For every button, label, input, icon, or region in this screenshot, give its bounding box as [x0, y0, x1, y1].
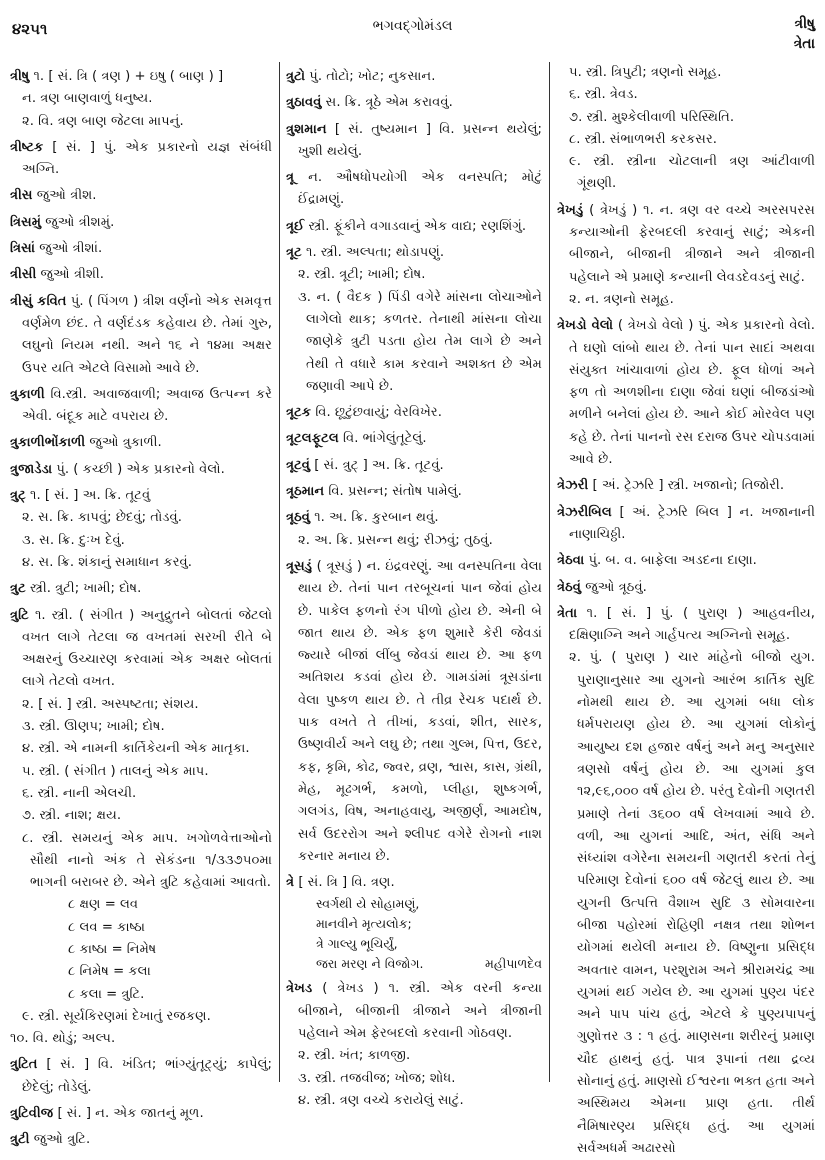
dictionary-entry: [557, 550, 815, 572]
headword: ત્રૂઈ: [286, 218, 305, 234]
dictionary-entry: [557, 502, 815, 547]
headword: ત્રૂટ: [286, 245, 302, 261]
time-unit-row: ૮ કલા = ત્રુટિ.: [68, 986, 145, 1002]
time-unit-row: ૮ ક્ષણ = લવ: [68, 897, 139, 913]
dictionary-entry: [10, 485, 272, 507]
dictionary-entry: [10, 66, 272, 88]
headword: ત્રુટો: [286, 69, 306, 84]
sub-sense: ૨. [ સં. ] સ્ત્રી. અસ્પષ્ટતા; સંશય.: [22, 696, 199, 712]
headword: ત્રેઠવું: [557, 579, 582, 595]
definition: જુઓ ત્રીશી.: [40, 267, 105, 283]
column-divider: [549, 62, 550, 1082]
dictionary-entry: [10, 264, 272, 286]
definition: [ સં. ત્રિ ] વિ. ત્રણ.: [298, 875, 395, 891]
sub-sense: ૯. સ્ત્રી. સ્ત્રીના ચોટલાની ત્રણ આંટીવાળી ગૂંથણી.: [569, 154, 815, 192]
headword: ત્રૂટલફૂટલ: [286, 431, 339, 447]
sub-sense: ૨. ન. ત્રણનો સમૂહ.: [569, 291, 674, 307]
sub-sense: ૪. સ્ત્રી. એ નામની કાર્તિકેયની એક માતૃકા.: [22, 741, 250, 757]
definition: ૧. [ સં. ] પું. ( પુરાણ ) આહવનીય, દક્ષિણાગ્નિ અને ગાર્હપત્ય અગ્નિનો સમૂહ.: [569, 605, 815, 644]
headword: ત્રુટિ: [10, 607, 29, 623]
definition: [ સં. ] ન. એક જાતનું મૂળ.: [57, 1106, 204, 1122]
guide-words: [794, 14, 815, 54]
definition: વિ. છૂટુંછવાયું; વેરવિખેર.: [315, 405, 442, 421]
sub-sense: ૫. સ્ત્રી. ત્રિપુટી; ત્રણનો સમૂહ.: [569, 65, 722, 80]
column-1: [10, 62, 272, 1152]
headword: ત્રેખડ: [286, 981, 313, 997]
definition: ( ત્રેખડ ) ૧. સ્ત્રી. એક વરની કન્યા બીજાને, બીજાની ત્રીજાને અને ત્રીજાની પહેલાને એમ ફેરબદલો કરવાની ગોઠવણ.: [298, 981, 542, 1041]
definition: પું. તોટો; ખોટ; નુકસાન.: [309, 69, 436, 84]
time-unit-row: ૮ નિમેષ = કલા: [68, 964, 151, 980]
headword: ત્રીસ: [10, 188, 33, 204]
definition: [ સં. ] વિ. ખંડિત; ભાંગ્યુંતૂટ્યું; કાપેલું; છેદેલું; તોડેલું.: [22, 1057, 272, 1095]
headword: ત્રીસું કવિત: [10, 293, 67, 309]
dictionary-entry: [286, 402, 542, 424]
sub-sense: ૨. વિ. ત્રણ બાણ જેટલા માપનું.: [22, 113, 184, 129]
dictionary-entry: [286, 556, 542, 868]
sub-sense: ન. ત્રણ બાણવાળું ધનુષ્ય.: [22, 91, 153, 107]
dictionary-entry: [286, 428, 542, 450]
dictionary-entry: [286, 242, 542, 264]
headword: ત્રૂઠમાન: [286, 484, 325, 500]
definition: જુઓ ત્રૂઠવું.: [585, 579, 647, 595]
column-divider: [279, 62, 280, 1082]
dictionary-entry: [10, 212, 272, 234]
definition: જુઓ ત્રુકાળી.: [89, 435, 162, 451]
dictionary-entry: [10, 1054, 272, 1099]
headword: ત્રે: [286, 875, 295, 891]
headword: ત્રેખડું: [557, 202, 584, 218]
definition: સ્ત્રી. ત્રુટી; ખામી; દોષ.: [30, 581, 142, 597]
definition: પું. ( કચ્છી ) એક પ્રકારનો વેલો.: [56, 461, 225, 477]
headword: ત્રીષુ: [10, 69, 30, 84]
column-2: [286, 62, 542, 1112]
definition: ન. ઔષધોપયોગી એક વનસ્પતિ; મોટું ઈંદ્રામણું.: [298, 170, 542, 208]
headword: ત્રેઝરી: [557, 478, 589, 494]
dictionary-entry: [286, 167, 542, 212]
sub-sense: ૮. સ્ત્રી. સંભાળભરી કરકસર.: [569, 131, 717, 147]
definition: વિ.સ્ત્રી. અવાજવાળી; અવાજ ઉત્પન્ન કરે એવી. બંદૂક માટે વપરાય છે.: [22, 386, 272, 425]
dictionary-entry: [10, 1129, 272, 1151]
definition: જુઓ ત્રુટિ.: [33, 1132, 91, 1148]
headword: ત્રૂટવું: [286, 457, 311, 473]
verse-line: સ્વર્ગથી યે સોહામણું,: [316, 896, 420, 912]
sub-sense: ૬. સ્ત્રી. નાની એલચી.: [22, 785, 137, 801]
dictionary-entry: [557, 315, 815, 471]
dictionary-entry: [557, 577, 815, 599]
dictionary-entry: [286, 872, 542, 894]
definition: જુઓ ત્રીશ.: [36, 188, 97, 204]
verse-line: ત્રે ગાલ્યુ ભૂચિર્યું,: [316, 936, 398, 952]
dictionary-entry: [557, 475, 815, 497]
time-unit-row: ૮ લવ = કાષ્ઠા: [68, 919, 145, 935]
dictionary-entry: [286, 481, 542, 503]
definition: ૧. [ સં. ત્રિ ( ત્રણ ) + ઇષુ ( બાણ ) ]: [33, 69, 224, 84]
headword: ત્રૂ: [286, 170, 295, 186]
sub-sense: ૪. સ્ત્રી. ત્રણ વચ્ચે કરાયેલું સાટું.: [298, 1092, 464, 1108]
dictionary-entry: [286, 216, 542, 238]
sub-sense: ૬. સ્ત્રી. ત્રેવડ.: [569, 87, 638, 103]
definition: વિ. ભાંગેલુંતૂટેલું.: [343, 431, 427, 447]
definition: ૧. અ. ક્રિ. કુરબાન થવું.: [314, 510, 439, 526]
dictionary-entry: [557, 603, 815, 648]
headword: ત્રુટિત: [10, 1057, 38, 1073]
sub-sense: ૨. સ્ત્રી. ત્રૂટી; ખામી; દોષ.: [298, 267, 426, 283]
headword: ત્રુકાળીભોંકાળી: [10, 435, 86, 451]
definition: ૧. સ્ત્રી. ( સંગીત ) અનુદ્રુતને બોલતાં જેટલો વખત લાગે તેટલા જ વખતમાં સરખી રીતે બે અક્ષરનું ઉચ્ચારણ કરવામાં એક અક્ષર બોલતાં લાગે તેટલો વખત.: [22, 607, 272, 690]
sub-sense: ૩. સ. ક્રિ. દુઃખ દેવું.: [22, 532, 125, 548]
definition: ૧. સ્ત્રી. અલ્પતા; થોડાપણું.: [306, 245, 445, 261]
definition: ( ત્રેખડો વેલો ) પું. એક પ્રકારનો વેલો. તે ઘણો લાંબો થાય છે. તેનાં પાન સાદાં અથવા સંયુક્ત ખાંચાવાળાં હોય છે. ફૂલ ધોળાં અને ફળ તો અળશીના દાણા જેવાં ઘણાં બીજડાંઓ મળીને બનેલાં હોય છે. આને કોઈ મોરવેલ પણ કહે છે. તેનાં પાનનો રસ દરાજ ઉપર ચોપડવામાં આવે છે.: [569, 318, 815, 468]
headword: ત્રુકાળી: [10, 386, 45, 402]
definition: ( ત્રેખડું ) ૧. ન. ત્રણ વર વચ્ચે અરસપરસ કન્યાઓની ફેરબદલી કરવાનું સાટું; એકની બીજાને, બીજાની ત્રીજાને અને ત્રીજાની પહેલાને એ પ્રમાણે કન્યાની લેવડદેવડનું સાટું.: [569, 202, 815, 285]
guide-word-last: ત્રેતા: [793, 36, 815, 52]
headword: ત્રુશમાન: [286, 121, 327, 137]
dictionary-entry: [557, 200, 815, 289]
definition: પું. ( પિંગળ ) ત્રીશ વર્ણનો એક સમવૃત્ત વર્ણમેળ છંદ. તે વર્ણદંડક કહેવાય છે. તેમાં ગુરુ, લઘુનો નિયમ નથી. અને ૧૬ ને ૧૪મા અક્ષર ઉપર યતિ એટલે વિસામો આવે છે.: [22, 293, 273, 376]
dictionary-entry: [286, 507, 542, 529]
dictionary-entry: [286, 92, 542, 114]
sub-sense: ૨. સ. ક્રિ. કાપવું; છેદવું; તોડવું.: [22, 510, 182, 526]
dictionary-entry: [10, 605, 272, 694]
headword: ત્રેતા: [557, 605, 578, 621]
sub-sense: ૧૦. વિ. થોડું; અલ્પ.: [10, 1031, 116, 1047]
sub-sense: ૨. સ્ત્રી. ખંત; કાળજી.: [298, 1048, 411, 1064]
definition: વિ. પ્રસન્ન; સંતોષ પામેલું.: [328, 484, 462, 500]
sub-sense: ૮. સ્ત્રી. સમયનું એક માપ. ખગોળવેત્તાઓનો સૌથી નાનો અંક તે સેકંડના ૧/૩૩૭૫૦મા ભાગની બરાબર છે. એને ત્રુટિ કહેવામાં આવતો.: [22, 830, 272, 891]
sub-sense: ૩. સ્ત્રી. તજવીજ; ખોજ; શોધ.: [298, 1070, 456, 1086]
headword: ત્રિસાં: [10, 241, 36, 257]
definition: [ સં. ત્રુટ્ ] અ. ક્રિ. તૂટવું.: [314, 457, 444, 473]
headword: ત્રેઝરીબિલ: [557, 504, 612, 520]
dictionary-entry: [10, 578, 272, 600]
page-number: ૪૨૫૧: [12, 20, 48, 38]
dictionary-entry: [10, 459, 272, 481]
book-title: ભગવદ્ગોમંડલ: [372, 18, 453, 34]
definition: [ અં. ટ્રેઝરિ બિલ ] ન. ખજાનાની નાણાચિઠ્ઠી.: [569, 504, 815, 542]
definition: જુઓ ત્રીશાં.: [39, 241, 103, 257]
definition: ૧. [ સં. ] અ. ક્રિ. તૂટવું: [30, 488, 151, 504]
dictionary-entry: [10, 291, 272, 380]
definition: [ સં. ] પું. એક પ્રકારનો યજ્ઞ સંબંધી અગ્નિ.: [22, 139, 273, 178]
definition: [ અં. ટ્રેઝરિ ] સ્ત્રી. ખજાનો; તિજોરી.: [592, 478, 785, 494]
headword: ત્રેઠવા: [557, 553, 585, 569]
sub-sense: ૯. સ્ત્રી. સૂર્યકિરણમાં દેખાતું રજકણ.: [22, 1008, 211, 1024]
dictionary-entry: [10, 432, 272, 454]
headword: ત્રેખડો વેલો: [557, 318, 614, 334]
headword: ત્રીસી: [10, 267, 37, 283]
dictionary-entry: [286, 119, 542, 164]
dictionary-entry: [10, 384, 272, 429]
dictionary-entry: [10, 1103, 272, 1125]
headword: ત્રુટ: [10, 581, 26, 597]
dictionary-entry: [286, 66, 542, 88]
sub-sense: ૫. સ્ત્રી. ( સંગીત ) તાલનું એક માપ.: [22, 763, 209, 779]
sub-sense: ૨. પું. ( પુરાણ ) ચાર માંહેનો બીજો યુગ. પુરાણાનુસાર આ યુગનો આરંભ કાર્તિક સુદિ નોમથી થાય છે. આ યુગમાં બધા લોક ધર્મપરાયણ હોય છે. આ યુગમાં લોકોનું આયુષ્ય દશ હજાર વર્ષનું અને મનુ અનુસાર ત્રણસો વર્ષનું હોય છે. આ યુગમાં કુલ ૧૨,૯૬,૦૦૦ વર્ષ હોય છે. પરંતુ દેવોની ગણતરી પ્રમાણે તેનાં ૩૬૦૦ વર્ષ લેખવામાં આવે છે. વળી, આ યુગનાં આદિ, અંત, સંધિ અને સંધ્યાંશ વગેરેના સમયની ગણતરી કરતાં તેનું પરિમાણ દેવોનાં ૬૦૦ વર્ષ જેટલું થાય છે. આ યુગની ઉત્પત્તિ વૈશાખ સુદિ ૩ સોમવારના બીજા પહોરમાં રોહિણી નક્ષત્ર તથા શોભન યોગમાં થયેલી મનાય છે. વિષ્ણુના પ્રસિદ્ધ અવતાર વામન, પરશુરામ અને શ્રીરામચંદ્ર આ યુગમાં થઈ ગયેલ છે. આ યુગમાં પુણ્ય પંદર અને પાપ પાંચ હતું, એટલે કે પુણ્યપાપનું ગુણોત્તર ૩ : ૧ હતું. માણસના શરીરનું પ્રમાણ ચૌદ હાથનું હતું. પાત્ર રૂપાનાં તથા દ્રવ્ય સોનાનું હતું. માણસો ઈશ્વરના ભક્ત હતા અને અસ્થિમય એમના પ્રાણ હતા. તીર્થ નૈમિષારણ્ય પ્રસિદ્ધ હતું. આ યુગમાં સર્વઅધર્મ અઢારસો: [569, 650, 815, 1156]
headword: ત્રુટિવીજ: [10, 1106, 54, 1122]
verse-line: જરા મરણ ને વિજોગ.: [316, 956, 424, 972]
headword: ત્રિસમું: [10, 214, 42, 230]
headword: ત્રુટ્: [10, 488, 26, 504]
verse-attribution: મહીપાળદેવ: [485, 956, 542, 972]
verse-line: માનવીને મૃત્યલોક;: [316, 916, 412, 932]
sub-sense: ૭. સ્ત્રી. મુશ્કેલીવાળી પરિસ્થિતિ.: [569, 109, 735, 125]
headword: ત્રૂસડું: [286, 558, 313, 574]
headword: ત્રૂટક: [286, 405, 312, 421]
sub-sense: ૭. સ્ત્રી. નાશ; ક્ષય.: [22, 808, 122, 824]
headword: ત્રીષ્ટક: [10, 139, 44, 155]
headword: ત્રુજાડેડા: [10, 461, 53, 477]
dictionary-entry: [10, 238, 272, 260]
definition: જુઓ ત્રીશમું.: [45, 214, 115, 230]
sub-sense: ૩. ન. ( વૈદક ) પિંડી વગેરે માંસના લોચાઓને લાગેલો થાક; કળતર. તેનાથી માંસના લોચા જાણેકે ત્રુટી પડતા હોય તેમ લાગે છે અને તેથી તે વધારે કામ કરવાને અશક્ત છે એમ જણાવી આપે છે.: [298, 289, 542, 394]
definition: પું. બ. વ. બાફેલા અડદના દાણા.: [588, 553, 757, 569]
definition: સ. ક્રિ. ત્રૂઠે એમ કરાવવું.: [325, 95, 453, 111]
dictionary-entry: [10, 185, 272, 207]
dictionary-entry: [10, 137, 272, 182]
sub-sense: ૨. અ. ક્રિ. પ્રસન્ન થવું; રીઝવું; તુઠવું.: [298, 532, 493, 548]
column-3: [557, 62, 815, 1160]
headword: ત્રુટી: [10, 1132, 30, 1148]
dictionary-entry: [286, 978, 542, 1045]
headword: ત્રૂઠવું: [286, 510, 311, 526]
time-unit-row: ૮ કાષ્ઠા = નિમેષ: [68, 941, 157, 957]
definition: ( ત્રૂસડું ) ન. ઇંદ્રવરણું. આ વનસ્પતિના વેલા થાય છે. તેનાં પાન તરબૂચનાં પાન જેવાં હોય છે. પાકેલ ફળનો રંગ પીળો હોય છે. એની બે જાત થાય છે. એક ફળ શુમારે કેરી જેવડાં જ્યારે બીજાં લીંબુ જેવડાં થાય છે. આ ફળ અતિશય કડવાં હોય છે. ગામડાંમાં ત્રૂસડાંના વેલા પુષ્કળ થાય છે. તે તીવ્ર રેચક પદાર્થ છે. પાક વખતે તે તીખાં, કડવાં, શીત, સારક, ઉષ્ણવીર્ય અને લઘુ છે; તથા ગુલ્મ, પિત્ત, ઉદર, કફ, કૃમિ, કોઢ, જ્વર, વ્રણ, શ્વાસ, કાસ, ગ્રંથી, મેહ, મૂઢગર્ભ, કમળો, પ્લીહા, શુષ્કગર્ભ, ગલગંડ, વિષ, અનાહવાયુ, અજીર્ણ, આમદોષ, સર્વ ઉદરરોગ અને શ્લીપદ વગેરે રોગનો નાશ કરનાર મનાય છે.: [298, 558, 542, 864]
headword: ત્રુઠાવવું: [286, 95, 322, 111]
sub-sense: ૩. સ્ત્રી. ઊણપ; ખામી; દોષ.: [22, 719, 165, 735]
definition: [ સં. તુષ્યમાન ] વિ. પ્રસન્ન થયેલું; ખુશી થયેલું.: [298, 121, 542, 159]
guide-word-first: ત્રીષુ: [794, 16, 815, 32]
sub-sense: ૪. સ. ક્રિ. શંકાનું સમાધાન કરવું.: [22, 554, 192, 570]
dictionary-entry: [286, 455, 542, 477]
definition: સ્ત્રી. ફૂંકીને વગાડવાનું એક વાદ્ય; રણશિંગું.: [308, 218, 527, 234]
